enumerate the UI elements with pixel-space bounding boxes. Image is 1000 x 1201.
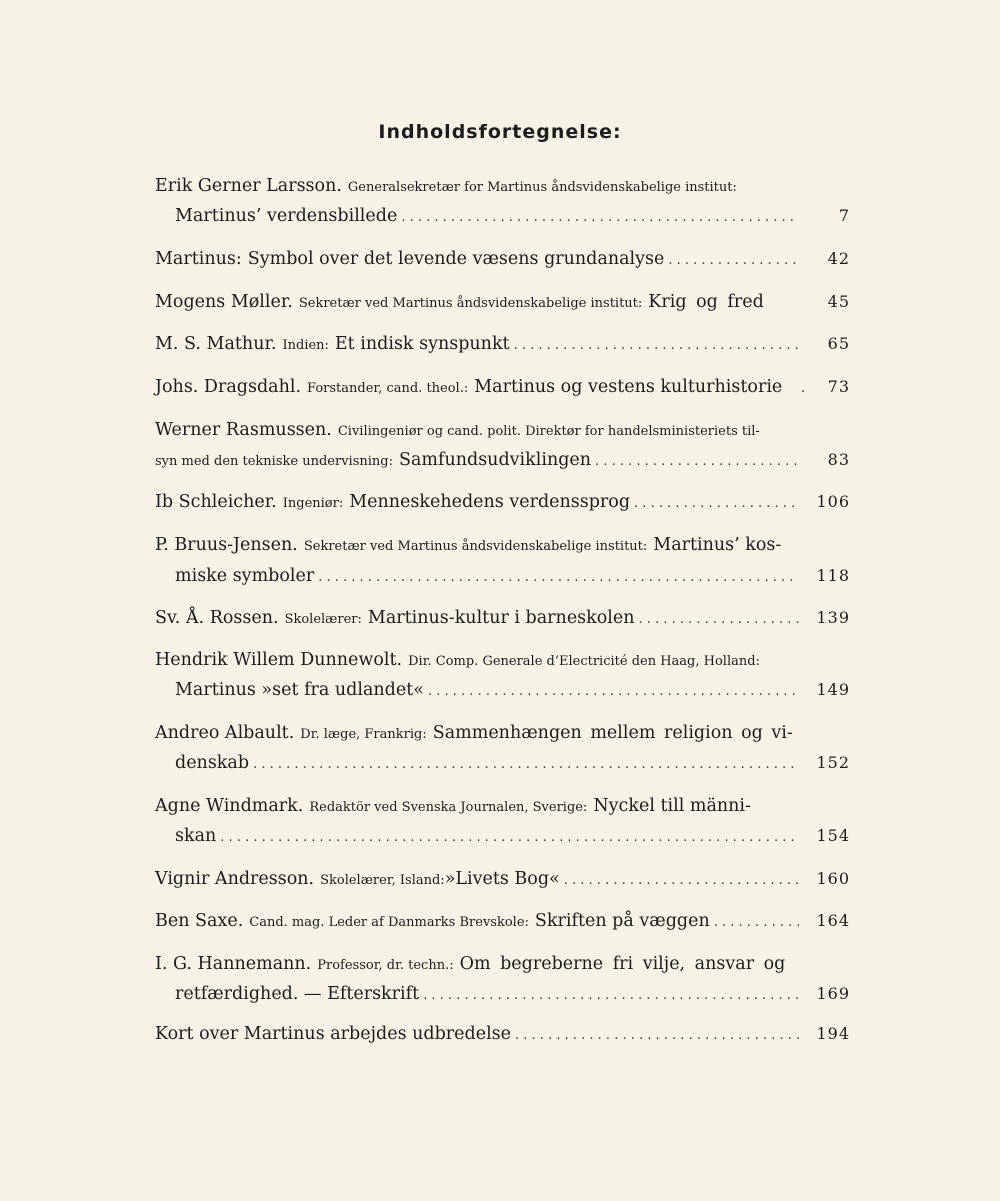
toc-entry [0,608,1000,636]
entry-role: Indien: [282,338,329,353]
entry-role: Sekretær ved Martinus åndsvidenskabelige institut: [303,539,648,554]
entry-title-cont: miske symboler [175,566,315,586]
entry-author: Agne Windmark. [155,796,304,816]
entry-page: 118 [816,566,850,585]
entry-page: 164 [816,911,850,930]
entry-title: Krig og fred [648,292,764,312]
entry-author: Werner Rasmussen. [155,420,332,440]
entry-title: Samfundsudviklingen [398,450,592,470]
entry-role: Sekretær ved Martinus åndsvidenskabelige institut: [298,296,643,311]
entry-title: Martinus’ verdensbillede [175,206,398,226]
entry-author: Hendrik Willem Dunnewolt. [155,650,403,670]
dot-leader [428,684,799,699]
toc-entry [0,492,1000,520]
dot-leader [595,454,799,469]
entry-role: Skolelærer: [284,612,362,627]
page-title: Indholdsfortegnelse: [378,121,622,143]
toc-entry [0,176,1000,204]
entry-author: Mogens Møller. [155,292,293,312]
dot-leader [515,1028,799,1043]
toc-entry: Johs. Dragsdahl. Forstander, cand. theol.: Martinus og vestens kulturhistorie . 73 [155,377,850,397]
entry-title: Martinus’ kos- [653,535,782,555]
entry-role: Generalsekretær for Martinus åndsvidenskabelige institut: [347,180,737,195]
entry-page: 65 [827,334,850,353]
entry-page: 83 [827,450,850,469]
entry-page: 73 [827,377,850,396]
dot-leader [634,496,799,511]
entry-page: 154 [816,826,850,845]
entry-author: Sv. Å. Rossen. [155,608,279,628]
dot-leader [318,570,799,585]
entry-author: Ib Schleicher. [155,492,277,512]
dot-leader [220,830,799,845]
entry-page: 160 [816,869,850,888]
entry-title: »Livets Bog« [444,869,560,889]
entry-page: 106 [816,492,850,511]
toc-entry-line2 [0,984,1000,1012]
toc-entry [0,334,1000,362]
entry-author: P. Bruus-Jensen. [155,535,298,555]
entry-author: I. G. Hannemann. [155,954,312,974]
dot-leader [668,253,799,268]
dot-leader [253,757,799,772]
toc-entry [0,869,1000,897]
entry-title-cont: denskab [175,753,250,773]
dot-leader [564,873,799,888]
toc-entry [0,650,1000,678]
toc-entry-line2 [0,680,1000,708]
toc-entry-line2 [0,826,1000,854]
entry-author: Andreo Albault. [155,723,295,743]
entry-title: Nyckel till männi- [593,796,751,816]
toc-entry [0,954,1000,982]
toc-entry [0,723,1000,751]
toc-entry [0,420,1000,448]
entry-page: 169 [816,984,850,1003]
entry-role: Cand. mag. Leder af Danmarks Brevskole: [249,915,529,930]
entry-page: 45 [827,292,850,311]
toc-entry [0,292,1000,320]
dot-leader [639,612,799,627]
entry-role: Ingeniør: [282,496,344,511]
dot-leader [401,210,799,225]
entry-title: Symbol over det levende væsens grundanalyse [247,249,665,269]
entry-title: Om begreberne fri vilje, ansvar og [459,954,786,974]
toc-entry [0,249,1000,277]
entry-author: Martinus: [155,249,242,269]
dot-leader [514,338,799,353]
entry-page: 7 [838,206,850,225]
toc-entry [0,796,1000,824]
entry-page: 42 [827,249,850,268]
entry-role: Forstander, cand. theol.: [307,381,469,396]
entry-role: Dir. Comp. Generale d’Electricité den Haag, Holland: [408,654,760,669]
entry-author: M. S. Mathur. [155,334,277,354]
entry-title: Et indisk synspunkt [334,334,510,354]
entry-role: Civilingeniør og cand. polit. Direktør for handelsministeriets til- [337,424,760,439]
entry-author: Johs. Dragsdahl. [155,377,302,397]
toc-entry [0,1024,1000,1052]
entry-role: Dr. læge, Frankrig: [300,727,427,742]
entry-title: Skriften på væggen [534,911,710,931]
entry-role: Professor, dr. techn.: [317,958,454,973]
entry-title-cont: retfærdighed. — Efterskrift [175,984,420,1004]
entry-page: 149 [816,680,850,699]
entry-role: Skolelærer, Island: [320,873,445,888]
toc-entry-line2 [0,206,1000,234]
entry-page: 139 [816,608,850,627]
entry-title-cont: skan [175,826,217,846]
toc-entry [0,911,1000,939]
entry-page: 152 [816,753,850,772]
entry-role-cont: syn med den tekniske undervisning: [155,454,393,469]
entry-author: Erik Gerner Larsson. [155,176,342,196]
toc-entry-line2 [0,753,1000,781]
toc-entry-line2 [0,566,1000,594]
toc-entry-line2 [0,450,1000,478]
toc-entry [0,535,1000,563]
dot-leader [714,915,799,930]
dot-leader [423,988,799,1003]
entry-title: Martinus og vestens kulturhistorie [474,377,783,397]
entry-title: Martinus-kultur i barneskolen [367,608,635,628]
entry-title: Martinus »set fra udlandet« [175,680,424,700]
entry-author: Vignir Andresson. [155,869,315,889]
entry-title: Sammenhængen mellem religion og vi- [432,723,793,743]
entry-author: Ben Saxe. [155,911,244,931]
entry-role: Redaktör ved Svenska Journalen, Sverige: [309,800,588,815]
entry-page: 194 [816,1024,850,1043]
entry-title: Menneskehedens verdenssprog [349,492,631,512]
entry-title: Kort over Martinus arbejdes udbredelse [155,1024,512,1044]
